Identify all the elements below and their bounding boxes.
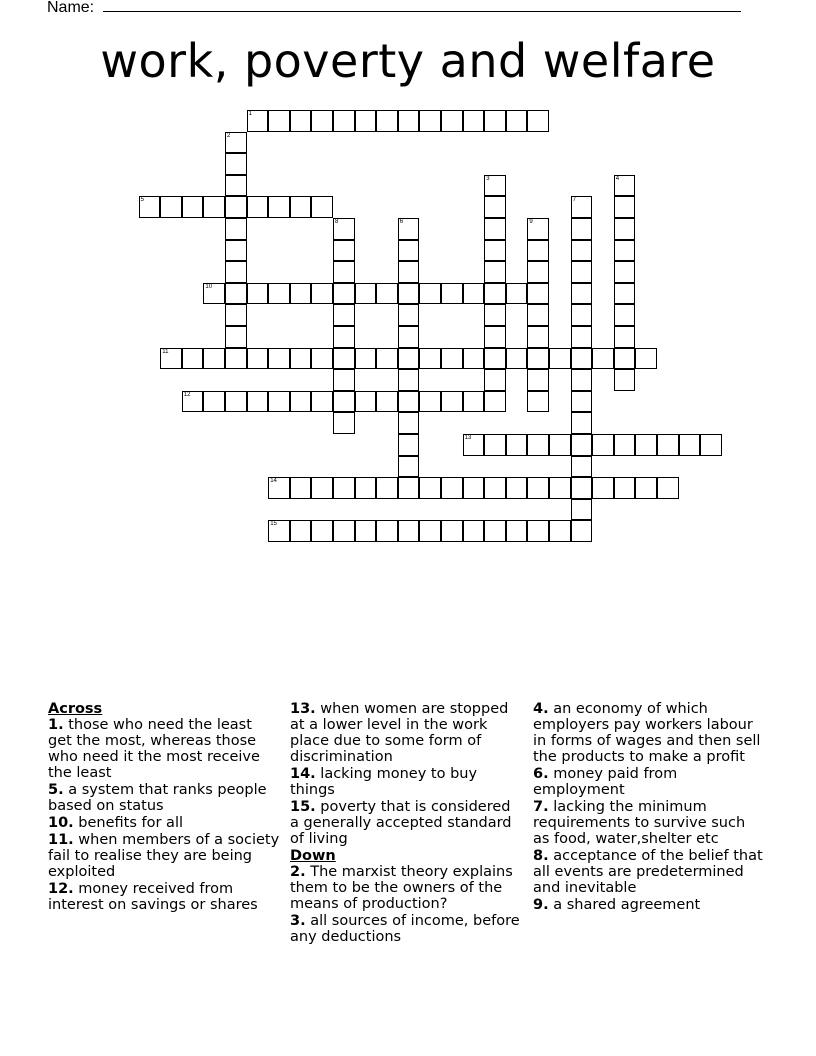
crossword-cell[interactable]: [160, 348, 182, 370]
crossword-cell[interactable]: [419, 348, 441, 370]
crossword-cell[interactable]: [139, 196, 161, 218]
crossword-cell[interactable]: [635, 348, 657, 370]
crossword-cell[interactable]: [527, 434, 549, 456]
clue-number: 9: [529, 219, 533, 225]
clue-item: [48, 815, 280, 831]
crossword-cell[interactable]: [333, 261, 355, 283]
clue-number-label: 6.: [533, 766, 549, 782]
clue-item: [290, 913, 522, 945]
crossword-cell[interactable]: [571, 261, 593, 283]
crossword-cell[interactable]: [614, 477, 636, 499]
clue-number: 13: [464, 435, 472, 441]
clue-item: [48, 782, 280, 814]
clue-text: money paid from employment: [533, 766, 678, 798]
page-title: work, poverty and welfare: [100, 34, 716, 88]
crossword-cell[interactable]: [527, 304, 549, 326]
crossword-cell[interactable]: [268, 477, 290, 499]
crossword-cell[interactable]: [355, 348, 377, 370]
crossword-cell[interactable]: [463, 110, 485, 132]
crossword-cell[interactable]: [225, 261, 247, 283]
crossword-cell[interactable]: [441, 110, 463, 132]
crossword-cell[interactable]: [679, 434, 701, 456]
crossword-cell[interactable]: [484, 520, 506, 542]
clue-number-label: 15.: [290, 799, 316, 815]
crossword-cell[interactable]: [182, 196, 204, 218]
crossword-cell[interactable]: [333, 391, 355, 413]
crossword-cell[interactable]: [355, 477, 377, 499]
clue-number-label: 7.: [533, 799, 549, 815]
clue-number: 14: [270, 478, 277, 485]
crossword-cell[interactable]: [614, 261, 636, 283]
clue-text: money received from interest on savings or shares: [48, 881, 258, 913]
crossword-cell[interactable]: [333, 412, 355, 434]
clue-number: 11: [162, 348, 169, 355]
crossword-cell[interactable]: [398, 348, 420, 370]
crossword-cell[interactable]: [398, 261, 420, 283]
crossword-cell[interactable]: [441, 520, 463, 542]
crossword-cell[interactable]: [225, 153, 247, 175]
crossword-cell[interactable]: [333, 348, 355, 370]
across-header: Across: [48, 701, 103, 717]
crossword-cell[interactable]: [614, 283, 636, 305]
crossword-cell[interactable]: [290, 196, 312, 218]
clue-number-label: 3.: [290, 913, 306, 929]
crossword-cell[interactable]: [484, 434, 506, 456]
crossword-cell[interactable]: [311, 391, 333, 413]
crossword-cell[interactable]: [333, 326, 355, 348]
crossword-cell[interactable]: [506, 434, 528, 456]
crossword-cell[interactable]: [700, 434, 722, 456]
crossword-cell[interactable]: [484, 369, 506, 391]
crossword-cell[interactable]: [614, 434, 636, 456]
crossword-cell[interactable]: [484, 283, 506, 305]
clue-text: a system that ranks people based on status: [48, 782, 267, 814]
crossword-cell[interactable]: [290, 348, 312, 370]
crossword-cell[interactable]: [311, 477, 333, 499]
crossword-cell[interactable]: [571, 240, 593, 262]
crossword-cell[interactable]: [506, 348, 528, 370]
crossword-cell[interactable]: [484, 175, 506, 197]
crossword-cell[interactable]: [527, 110, 549, 132]
crossword-cell[interactable]: [398, 520, 420, 542]
crossword-cell[interactable]: [657, 434, 679, 456]
crossword-cell[interactable]: [484, 110, 506, 132]
clue-text: an economy of which employers pay workers labour in forms of wages and then sell the products to make a profit: [533, 701, 761, 765]
clue-text: those who need the least get the most, whereas those who need it the most receive the least: [48, 717, 260, 781]
crossword-cell[interactable]: [441, 477, 463, 499]
crossword-cell[interactable]: [376, 520, 398, 542]
clue-text: all sources of income, before any deductions: [290, 913, 520, 945]
clue-number: 6: [399, 219, 404, 225]
crossword-cell[interactable]: [225, 218, 247, 240]
clue-text: acceptance of the belief that all events are predetermined and inevitable: [533, 848, 763, 896]
crossword-cell[interactable]: [311, 196, 333, 218]
clue-number: 3: [486, 175, 490, 182]
clue-item: [48, 832, 280, 880]
crossword-cell[interactable]: [225, 175, 247, 197]
crossword-cell[interactable]: [463, 477, 485, 499]
crossword-cell[interactable]: [247, 348, 269, 370]
crossword-cell[interactable]: [203, 391, 225, 413]
crossword-cell[interactable]: [182, 391, 204, 413]
crossword-cell[interactable]: [333, 520, 355, 542]
crossword-cell[interactable]: [398, 304, 420, 326]
crossword-cell[interactable]: [571, 369, 593, 391]
crossword-cell[interactable]: [614, 218, 636, 240]
crossword-cell[interactable]: [657, 477, 679, 499]
crossword-cell[interactable]: [484, 218, 506, 240]
crossword-cell[interactable]: [614, 348, 636, 370]
clue-item: [290, 701, 522, 765]
crossword-cell[interactable]: [398, 477, 420, 499]
crossword-cell[interactable]: [571, 218, 593, 240]
crossword-cell[interactable]: [247, 283, 269, 305]
crossword-cell[interactable]: [592, 434, 614, 456]
clue-number: 12: [183, 391, 191, 398]
crossword-cell[interactable]: [419, 110, 441, 132]
crossword-cell[interactable]: [463, 283, 485, 305]
crossword-cell[interactable]: [571, 391, 593, 413]
crossword-cell[interactable]: [571, 326, 593, 348]
clue-number: 2: [227, 132, 231, 139]
crossword-cell[interactable]: [333, 283, 355, 305]
crossword-cell[interactable]: [571, 520, 593, 542]
crossword-cell[interactable]: [376, 110, 398, 132]
crossword-cell[interactable]: [506, 477, 528, 499]
crossword-cell[interactable]: [290, 283, 312, 305]
crossword-cell[interactable]: [268, 110, 290, 132]
crossword-cell[interactable]: [549, 477, 571, 499]
crossword-cell[interactable]: [398, 240, 420, 262]
crossword-cell[interactable]: [355, 520, 377, 542]
crossword-cell[interactable]: [484, 391, 506, 413]
crossword-cell[interactable]: [484, 196, 506, 218]
clue-number-label: 1.: [48, 717, 64, 733]
crossword-cell[interactable]: [355, 283, 377, 305]
crossword-cell[interactable]: [614, 240, 636, 262]
crossword-cell[interactable]: [506, 283, 528, 305]
crossword-cell[interactable]: [290, 520, 312, 542]
crossword-cell[interactable]: [571, 456, 593, 478]
crossword-cell[interactable]: [290, 110, 312, 132]
crossword-cell[interactable]: [419, 391, 441, 413]
clue-number-label: 9.: [533, 897, 549, 913]
crossword-cell[interactable]: [571, 196, 593, 218]
clue-text: The marxist theory explains them to be the owners of the means of production?: [290, 864, 513, 912]
crossword-cell[interactable]: [527, 326, 549, 348]
crossword-cell[interactable]: [398, 412, 420, 434]
crossword-cell[interactable]: [549, 348, 571, 370]
clue-number-label: 10.: [48, 815, 74, 831]
clue-number: 15: [270, 521, 277, 528]
clue-item: [533, 848, 765, 896]
crossword-cell[interactable]: [527, 520, 549, 542]
crossword-cell[interactable]: [203, 196, 225, 218]
clue-number: 7: [572, 197, 576, 204]
crossword-cell[interactable]: [441, 283, 463, 305]
crossword-cell[interactable]: [268, 283, 290, 305]
crossword-cell[interactable]: [398, 456, 420, 478]
crossword-cell[interactable]: [635, 434, 657, 456]
clue-number-label: 14.: [290, 766, 316, 782]
crossword-cell[interactable]: [398, 110, 420, 132]
down-header: Down: [290, 848, 336, 864]
crossword-cell[interactable]: [549, 520, 571, 542]
crossword-cell[interactable]: [225, 326, 247, 348]
clue-number-label: 5.: [48, 782, 64, 798]
clue-number: 8: [335, 219, 339, 225]
crossword-cell[interactable]: [527, 391, 549, 413]
clue-number-label: 8.: [533, 848, 549, 864]
crossword-cell[interactable]: [527, 240, 549, 262]
crossword-cell[interactable]: [247, 196, 269, 218]
clue-item: [290, 766, 522, 798]
crossword-cell[interactable]: [182, 348, 204, 370]
crossword-cell[interactable]: [484, 348, 506, 370]
clue-number-label: 12.: [48, 881, 74, 897]
crossword-cell[interactable]: [419, 520, 441, 542]
crossword-cell[interactable]: [614, 175, 636, 197]
crossword-cell[interactable]: [311, 348, 333, 370]
clue-number-label: 4.: [533, 701, 549, 717]
crossword-cell[interactable]: [571, 499, 593, 521]
crossword-cell[interactable]: [333, 369, 355, 391]
crossword-cell[interactable]: [247, 391, 269, 413]
crossword-cell[interactable]: [635, 477, 657, 499]
crossword-cell[interactable]: [484, 304, 506, 326]
crossword-cell[interactable]: [333, 304, 355, 326]
crossword-cell[interactable]: [527, 218, 549, 240]
clue-item: [48, 881, 280, 913]
crossword-cell[interactable]: [527, 369, 549, 391]
crossword-cell[interactable]: [247, 110, 269, 132]
crossword-cell[interactable]: [571, 477, 593, 499]
crossword-cell[interactable]: [225, 283, 247, 305]
crossword-cell[interactable]: [333, 110, 355, 132]
crossword-cell[interactable]: [225, 348, 247, 370]
crossword-cell[interactable]: [333, 240, 355, 262]
clue-text: poverty that is considered a generally accepted standard of living: [290, 799, 512, 847]
crossword-cell[interactable]: [614, 196, 636, 218]
crossword-cell[interactable]: [419, 283, 441, 305]
crossword-cell[interactable]: [311, 283, 333, 305]
crossword-cell[interactable]: [463, 434, 485, 456]
crossword-cell[interactable]: [225, 196, 247, 218]
crossword-cell[interactable]: [355, 110, 377, 132]
crossword-cell[interactable]: [376, 391, 398, 413]
name-label: Name:: [47, 0, 99, 16]
clue-text: a shared agreement: [548, 897, 701, 913]
crossword-cell[interactable]: [614, 304, 636, 326]
crossword-cell[interactable]: [571, 283, 593, 305]
crossword-cell[interactable]: [355, 391, 377, 413]
clue-item: [533, 799, 765, 847]
crossword-cell[interactable]: [527, 348, 549, 370]
crossword-cell[interactable]: [398, 326, 420, 348]
crossword-cell[interactable]: [225, 304, 247, 326]
crossword-cell[interactable]: [484, 477, 506, 499]
clue-number: 10: [205, 283, 213, 290]
crossword-cell[interactable]: [268, 348, 290, 370]
crossword-cell[interactable]: [376, 283, 398, 305]
crossword-cell[interactable]: [311, 110, 333, 132]
crossword-cell[interactable]: [333, 477, 355, 499]
clue-text: when members of a society fail to realise they are being exploited: [48, 832, 280, 880]
crossword-cell[interactable]: [571, 412, 593, 434]
crossword-cell[interactable]: [160, 196, 182, 218]
crossword-cell[interactable]: [484, 240, 506, 262]
crossword-cell[interactable]: [463, 391, 485, 413]
crossword-cell[interactable]: [527, 477, 549, 499]
clue-item: [533, 766, 765, 798]
clue-number-label: 13.: [290, 701, 316, 717]
clue-item: [533, 701, 765, 765]
crossword-cell[interactable]: [290, 477, 312, 499]
crossword-cell[interactable]: [484, 326, 506, 348]
crossword-cell[interactable]: [398, 218, 420, 240]
crossword-cell[interactable]: [592, 348, 614, 370]
crossword-cell[interactable]: [484, 261, 506, 283]
crossword-cell[interactable]: [290, 391, 312, 413]
clue-item: [290, 799, 522, 847]
crossword-cell[interactable]: [225, 240, 247, 262]
crossword-cell[interactable]: [549, 434, 571, 456]
clue-number: 1: [248, 111, 252, 117]
clue-number: 5: [140, 197, 144, 204]
crossword-cell[interactable]: [506, 520, 528, 542]
crossword-cell[interactable]: [203, 283, 225, 305]
crossword-cell[interactable]: [333, 218, 355, 240]
crossword-cell[interactable]: [441, 391, 463, 413]
crossword-cell[interactable]: [398, 434, 420, 456]
crossword-cell[interactable]: [614, 369, 636, 391]
clue-number: 4: [615, 175, 620, 182]
clue-number-label: 2.: [290, 864, 306, 880]
crossword-cell[interactable]: [527, 283, 549, 305]
crossword-cell[interactable]: [225, 132, 247, 154]
crossword-cell[interactable]: [376, 348, 398, 370]
crossword-cell[interactable]: [527, 261, 549, 283]
crossword-cell[interactable]: [571, 434, 593, 456]
clue-item: [48, 717, 280, 781]
crossword-cell[interactable]: [268, 391, 290, 413]
crossword-cell[interactable]: [268, 520, 290, 542]
crossword-cell[interactable]: [376, 477, 398, 499]
crossword-cell[interactable]: [398, 391, 420, 413]
crossword-cell[interactable]: [571, 348, 593, 370]
crossword-cell[interactable]: [571, 304, 593, 326]
crossword-cell[interactable]: [398, 369, 420, 391]
crossword-cell[interactable]: [268, 196, 290, 218]
crossword-cell[interactable]: [592, 477, 614, 499]
crossword-cell[interactable]: [311, 520, 333, 542]
clues-column-2: [290, 701, 522, 946]
clue-item: [290, 864, 522, 912]
clue-text: lacking the minimum requirements to survive such as food, water,shelter etc: [533, 799, 746, 847]
clue-text: lacking money to buy things: [290, 766, 478, 798]
crossword-cell[interactable]: [441, 348, 463, 370]
clue-text: when women are stopped at a lower level in the work place due to some form of discrimination: [290, 701, 509, 765]
clue-text: benefits for all: [73, 815, 184, 831]
crossword-cell[interactable]: [463, 520, 485, 542]
clues-column-3: [533, 701, 765, 914]
clue-item: [533, 897, 765, 913]
crossword-cell[interactable]: [203, 348, 225, 370]
crossword-cell[interactable]: [398, 283, 420, 305]
crossword-cell[interactable]: [225, 391, 247, 413]
clue-number-label: 11.: [48, 832, 74, 848]
clues-column-1: [48, 701, 280, 914]
crossword-cell[interactable]: [506, 110, 528, 132]
crossword-cell[interactable]: [419, 477, 441, 499]
crossword-cell[interactable]: [614, 326, 636, 348]
crossword-cell[interactable]: [463, 348, 485, 370]
